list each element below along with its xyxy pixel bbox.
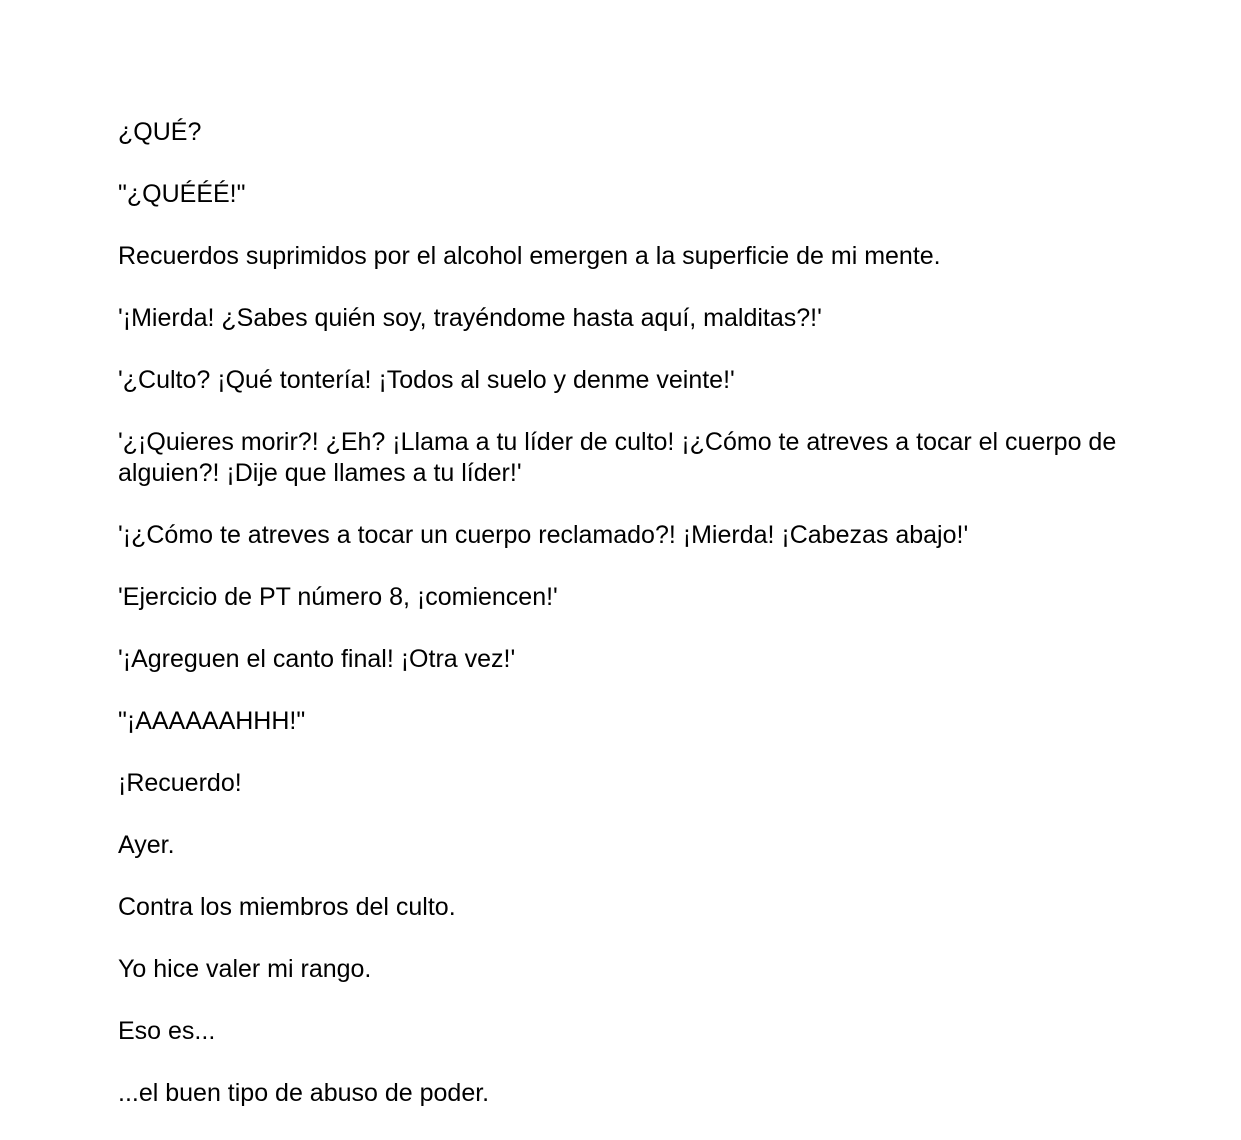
paragraph: Eso es...	[118, 1017, 216, 1045]
paragraph: Ayer.	[118, 831, 175, 859]
paragraph: Recuerdos suprimidos por el alcohol emergen a la superficie de mi mente.	[118, 242, 941, 270]
paragraph: ...el buen tipo de abuso de poder.	[118, 1079, 490, 1107]
paragraph: '¿¡Quieres morir?! ¿Eh? ¡Llama a tu líder de culto! ¡¿Cómo te atreves a tocar el cuerpo de alguien?! ¡Dije que llames a tu líder!'	[118, 428, 1117, 487]
paragraph: '¡Agreguen el canto final! ¡Otra vez!'	[118, 645, 516, 673]
paragraph: "¿QUÉÉÉ!"	[118, 180, 246, 208]
paragraph: ¿QUÉ?	[118, 118, 202, 146]
paragraph: Yo hice valer mi rango.	[118, 955, 372, 983]
paragraph: '¡¿Cómo te atreves a tocar un cuerpo reclamado?! ¡Mierda! ¡Cabezas abajo!'	[118, 521, 969, 549]
document-text-body	[118, 117, 1118, 1140]
paragraph: '¿Culto? ¡Qué tontería! ¡Todos al suelo y denme veinte!'	[118, 366, 735, 394]
paragraph: 'Ejercicio de PT número 8, ¡comiencen!'	[118, 583, 558, 611]
paragraph: ¡Recuerdo!	[118, 769, 242, 797]
paragraph: '¡Mierda! ¿Sabes quién soy, trayéndome hasta aquí, malditas?!'	[118, 304, 822, 332]
paragraph: Contra los miembros del culto.	[118, 893, 456, 921]
paragraph: "¡AAAAAAHHH!"	[118, 707, 306, 735]
